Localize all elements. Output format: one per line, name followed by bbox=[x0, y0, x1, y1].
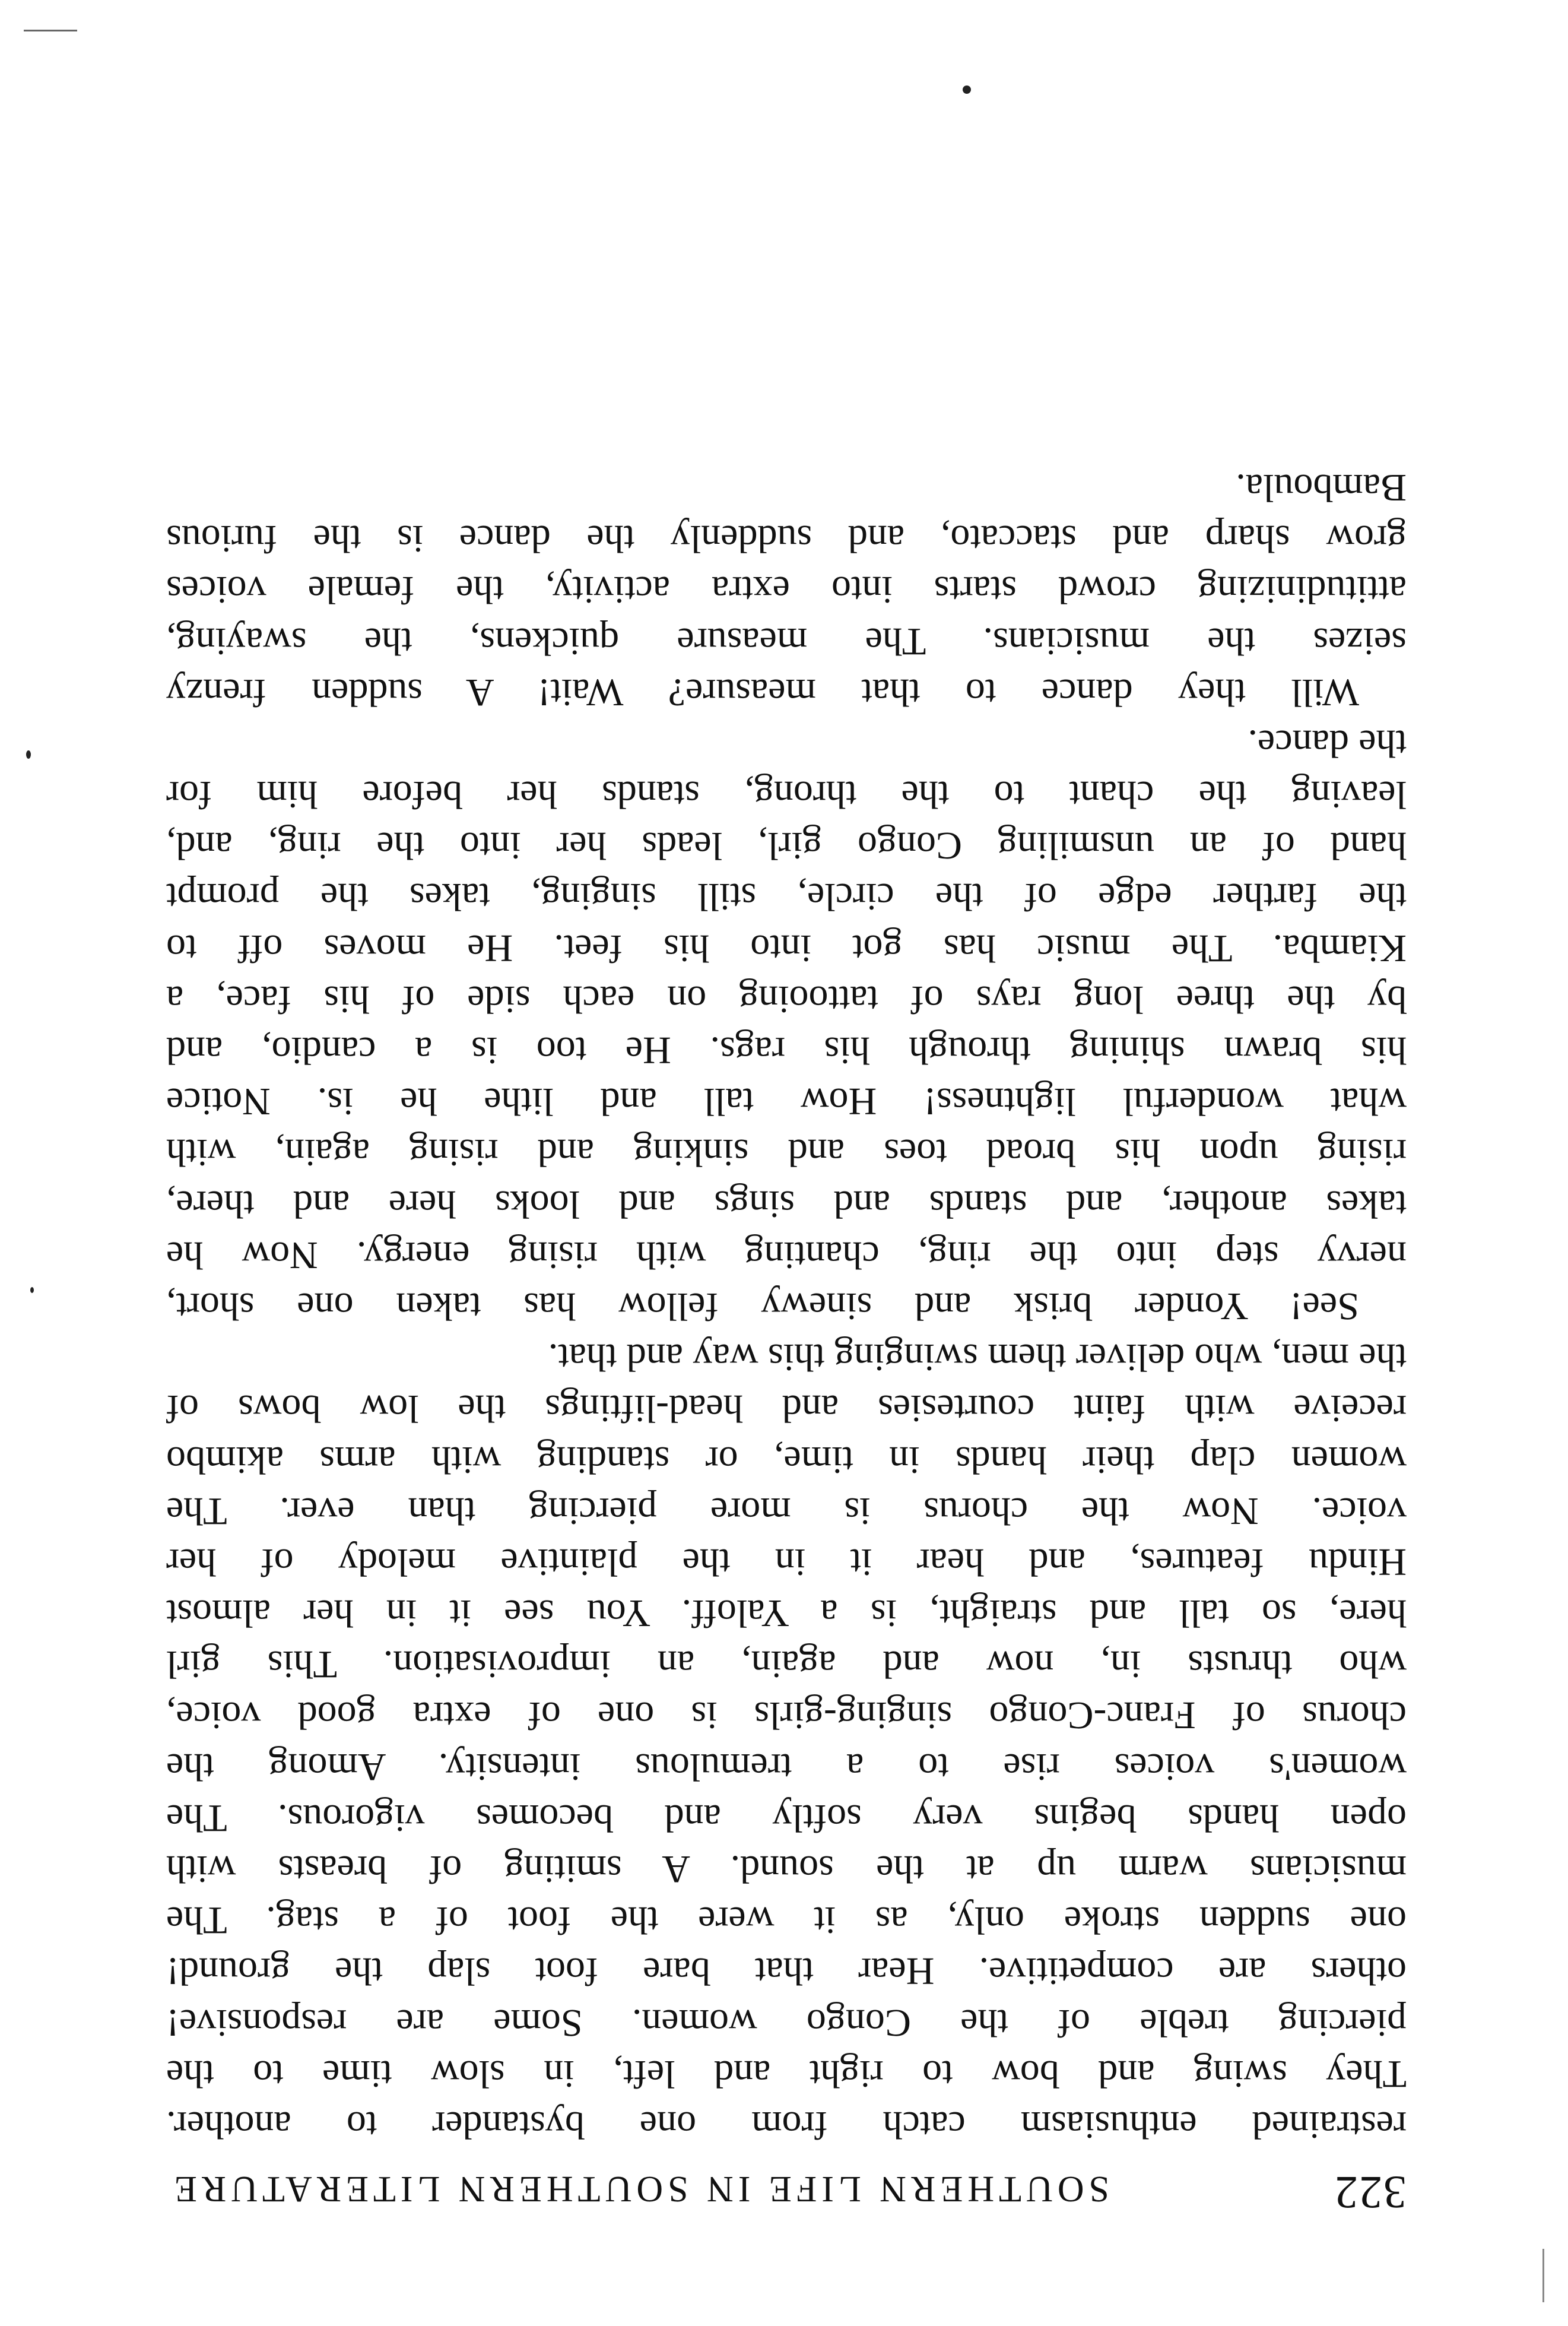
text-line: takes another, and stands and sings and looks here and there, bbox=[166, 1182, 1407, 1226]
text-line: Hindu features, and hear it in the plaintive melody of her bbox=[166, 1540, 1407, 1584]
ink-speck bbox=[963, 85, 971, 94]
text-line: women clap their hands in time, or standing with arms akimbo bbox=[166, 1438, 1407, 1482]
page-edge-mark bbox=[1542, 2249, 1544, 2302]
text-line: who thrusts in, now and again, an improvisation. This girl bbox=[166, 1643, 1407, 1687]
page-edge-rule bbox=[24, 30, 77, 31]
paragraph-start-line: See! Yonder brisk and sinewy fellow has taken one short, bbox=[166, 1285, 1359, 1328]
text-line: seizes the musicians. The measure quickens, the swaying, bbox=[166, 619, 1407, 663]
text-line: the men, who deliver them swinging this way and that. bbox=[548, 1336, 1407, 1380]
text-line: chorus of Franc-Congo singing-girls is one of extra good voice, bbox=[166, 1694, 1407, 1738]
text-line: rising upon his broad toes and sinking and rising again, with bbox=[166, 1131, 1407, 1175]
text-line: by the three long rays of tattooing on each side of his face, a bbox=[166, 977, 1407, 1021]
text-line: hand of an unsmiling Congo girl, leads her into the ring, and, bbox=[166, 824, 1407, 868]
ink-speck bbox=[30, 1287, 34, 1293]
text-line: the farther edge of the circle, still singing, takes the prompt bbox=[166, 875, 1407, 919]
text-line: here, so tall and straight, is a Yaloff. You see it in her almost bbox=[166, 1592, 1407, 1636]
text-line: They swing and bow to right and left, in slow time to the bbox=[166, 2052, 1407, 2096]
text-line: voice. Now the chorus is more piercing than ever. The bbox=[166, 1489, 1407, 1533]
text-line: restrained enthusiasm catch from one bystander to another. bbox=[166, 2103, 1407, 2147]
text-line: the dance. bbox=[1248, 721, 1407, 765]
text-line: Bamboula. bbox=[1236, 466, 1407, 509]
page-text-block bbox=[166, 462, 1407, 2219]
text-line: leaving the chant to the throng, stands her before him for bbox=[166, 773, 1407, 817]
text-line: Kiamba. The music has got into his feet. He moves off to bbox=[166, 926, 1407, 970]
text-line: piercing treble of the Congo women. Some are responsive! bbox=[166, 2001, 1407, 2045]
text-line: nervy step into the ring, chanting with rising energy. Now he bbox=[166, 1233, 1407, 1277]
text-line: others are competitive. Hear that bare foot slap the ground! bbox=[166, 1950, 1407, 1994]
running-head bbox=[166, 2167, 1407, 2219]
text-line: what wonderful lightness! How tall and lithe he is. Notice bbox=[166, 1080, 1407, 1124]
text-line: women's voices rise to a tremulous intensity. Among the bbox=[166, 1745, 1407, 1789]
text-line: receive with faint courtesies and head-liftings the low bows of bbox=[166, 1387, 1407, 1431]
text-line: one sudden stroke only, as it were the foot of a stag. The bbox=[166, 1899, 1407, 1942]
text-line: open hands begins very softly and becomes vigorous. The bbox=[166, 1796, 1407, 1840]
running-head-title: SOUTHERN LIFE IN SOUTHERN LITERATURE bbox=[170, 2169, 1110, 2209]
text-line: grow sharp and staccato, and suddenly the dance is the furious bbox=[166, 517, 1407, 561]
paragraph-start-line: Will they dance to that measure? Wait! A sudden frenzy bbox=[166, 670, 1359, 714]
text-line: his brawn shining through his rags. He too is a candio, and bbox=[166, 1029, 1407, 1073]
page-number: 322 bbox=[1334, 2167, 1407, 2219]
text-line: attitudinizing crowd starts into extra activity, the female voices bbox=[166, 568, 1407, 612]
ink-speck bbox=[26, 750, 31, 759]
text-line: musicians warm up at the sound. A smiting of breasts with bbox=[166, 1848, 1407, 1891]
